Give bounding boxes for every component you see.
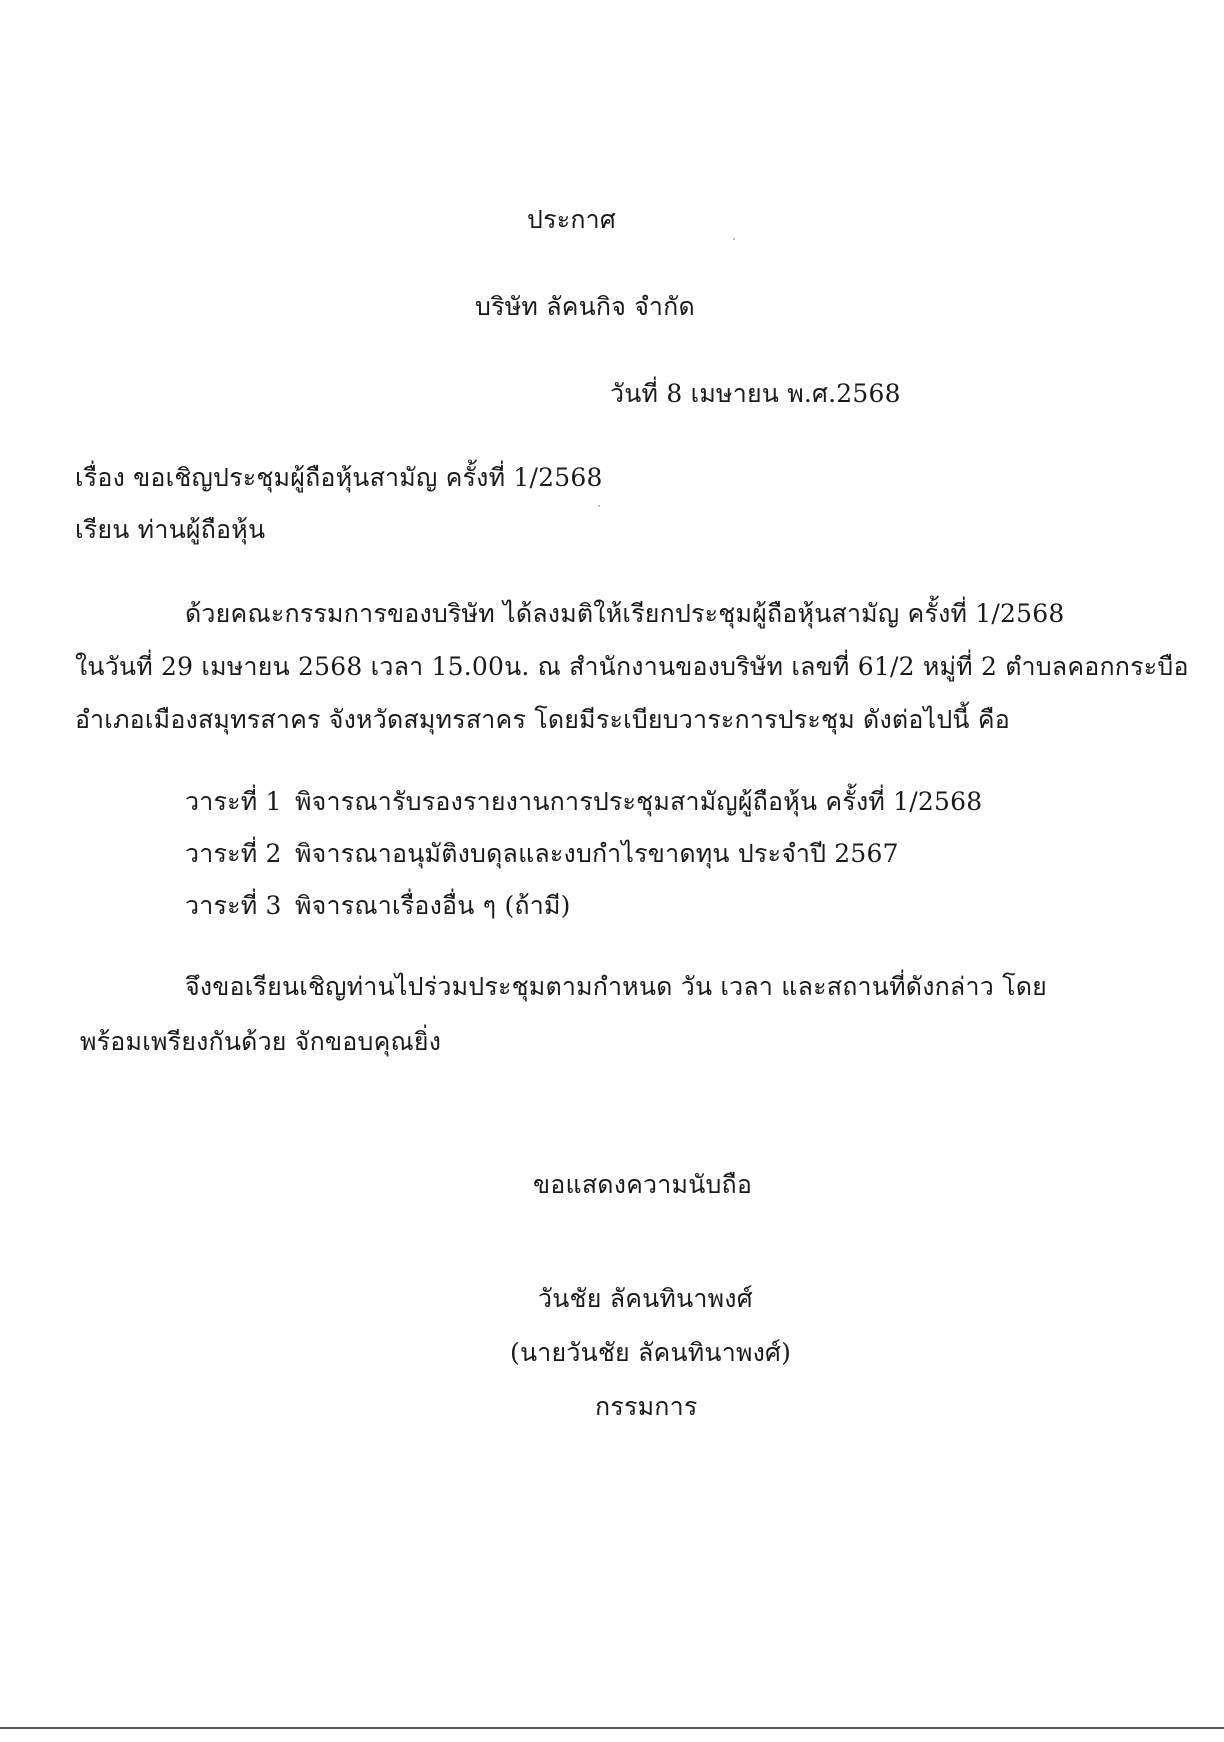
agenda-item-number: วาระที่ 1 — [185, 787, 282, 816]
agenda-item-text: พิจารณารับรองรายงานการประชุมสามัญผู้ถือหุ้น ครั้งที่ 1/2568 — [295, 787, 983, 816]
agenda-item-number: วาระที่ 3 — [185, 891, 282, 920]
scan-edge-line — [0, 1727, 1224, 1729]
agenda-item — [185, 785, 982, 819]
closing-line: จึงขอเรียนเชิญท่านไปร่วมประชุมตามกำหนด วัน เวลา และสถานที่ดังกล่าว โดย — [185, 972, 1047, 1001]
agenda-item-number: วาระที่ 2 — [185, 839, 282, 868]
body-line: ด้วยคณะกรรมการของบริษัท ได้ลงมติให้เรียกประชุมผู้ถือหุ้นสามัญ ครั้งที่ 1/2568 — [185, 599, 1065, 628]
subject-line: เรื่อง ขอเชิญประชุมผู้ถือหุ้นสามัญ ครั้งที่ 1/2568 — [75, 463, 603, 492]
salutation: ขอแสดงความนับถือ — [533, 1170, 753, 1199]
scan-speck — [733, 238, 735, 240]
closing-line: พร้อมเพรียงกันด้วย จักขอบคุณยิ่ง — [80, 1027, 442, 1056]
body-line: ในวันที่ 29 เมษายน 2568 เวลา 15.00น. ณ สำนักงานของบริษัท เลขที่ 61/2 หมู่ที่ 2 ตำบลคอกกระบือ — [75, 652, 1189, 681]
agenda-item-text: พิจารณาเรื่องอื่น ๆ (ถ้ามี) — [295, 891, 571, 920]
body-line: อำเภอเมืองสมุทรสาคร จังหวัดสมุทรสาคร โดยมีระเบียบวาระการประชุม ดังต่อไปนี้ คือ — [75, 705, 1010, 734]
agenda-item — [185, 889, 571, 923]
signer-name: วันชัย ลัคนทินาพงศ์ — [538, 1284, 753, 1313]
recipient-line: เรียน ท่านผู้ถือหุ้น — [75, 515, 266, 544]
scan-speck — [598, 505, 600, 507]
company-name: บริษัท ลัคนกิจ จำกัด — [475, 292, 695, 321]
signer-printed-name: (นายวันชัย ลัคนทินาพงศ์) — [510, 1338, 792, 1367]
agenda-item-text: พิจารณาอนุมัติงบดุลและงบกำไรขาดทุน ประจำปี 2567 — [295, 839, 899, 868]
signer-position: กรรมการ — [595, 1392, 698, 1421]
agenda-item — [185, 837, 899, 871]
document-title: ประกาศ — [527, 205, 616, 234]
document-date: วันที่ 8 เมษายน พ.ศ.2568 — [610, 379, 901, 408]
